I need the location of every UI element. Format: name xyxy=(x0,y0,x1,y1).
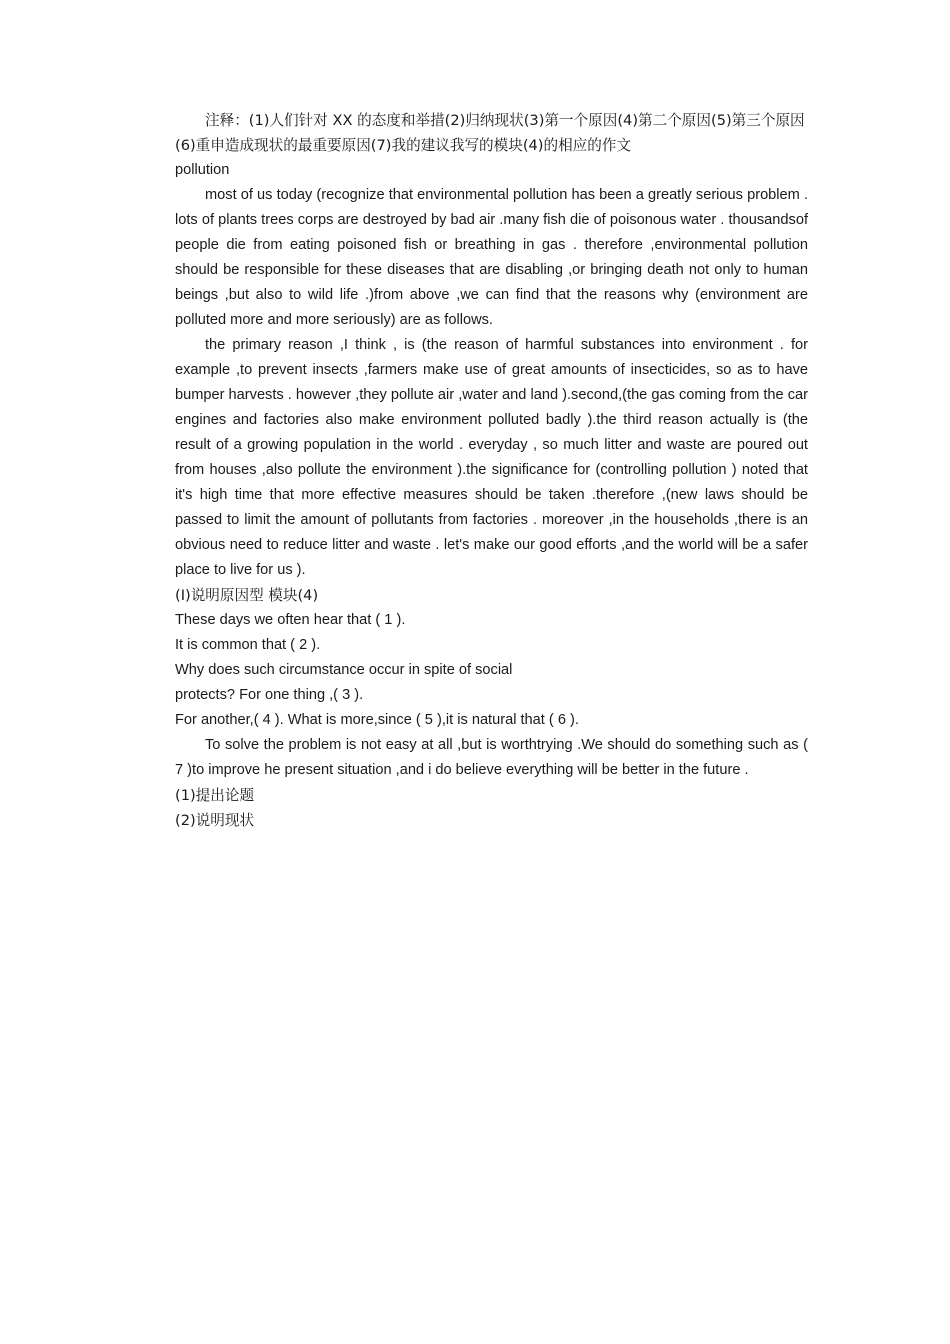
template-sentence-1: These days we often hear that ( 1 ). xyxy=(175,612,406,628)
template-sentence-4: protects? For one thing ,( 3 ). xyxy=(175,687,364,703)
essay-title-paragraph: pollution xyxy=(175,162,230,178)
outline-item-1: (1)提出论题 xyxy=(175,787,255,804)
essay-body-paragraph-1: most of us today (recognize that environmental pollution has been a greatly serious problem . lots of plants trees corps are destroyed by bad air .many fish die of poisonous water . thousandsof people die from eating poisoned fish or breathing in gas . therefore ,environmental pollution should be responsible for these diseases that are disabling ,or bringing death not only to human beings ,but also to wild life .)from above ,we can find that the reasons why (environment are polluted more and more seriously) are as follows. xyxy=(175,187,808,328)
essay-body-paragraph-2: the primary reason ,I think , is (the reason of harmful substances into environment . for example ,to prevent insects ,farmers make use of great amounts of insecticides, so as to have bumper harvests . however ,they pollute air ,water and land ).second,(the gas coming from the car engines and factories also make environment polluted badly ).the third reason actually is (the result of a growing population in the world . everyday , so much litter and waste are poured out from houses ,also pollute the environment ).the significance for (controlling pollution ) noted that it's high time that more effective measures should be taken .therefore ,(new laws should be passed to limit the amount of pollutants from factories . moreover ,in the households ,there is an obvious need to reduce litter and waste . let's make our good efforts ,and the world will be a safer place to live for us ). xyxy=(175,337,808,578)
annotation-note-paragraph: 注释：(1)人们针对 XX 的态度和举措(2)归纳现状(3)第一个原因(4)第二个原因(5)第三个原因 xyxy=(205,112,805,129)
document-text-column xyxy=(175,108,808,833)
outline-item-2: (2)说明现状 xyxy=(175,812,255,829)
template-closing-paragraph: To solve the problem is not easy at all ,but is worthtrying .We should do something such as ( 7 )to improve he present situation ,and i do believe everything will be better in the future . xyxy=(175,737,808,778)
template-sentence-2: It is common that ( 2 ). xyxy=(175,637,321,653)
template-sentence-5: For another,( 4 ). What is more,since ( 5 ),it is natural that ( 6 ). xyxy=(175,712,579,728)
template-section-heading: (I)说明原因型 模块(4) xyxy=(175,587,319,604)
template-sentence-3: Why does such circumstance occur in spite of social xyxy=(175,662,513,678)
annotation-note-continued-paragraph: (6)重申造成现状的最重要原因(7)我的建议我写的模块(4)的相应的作文 xyxy=(175,137,632,154)
